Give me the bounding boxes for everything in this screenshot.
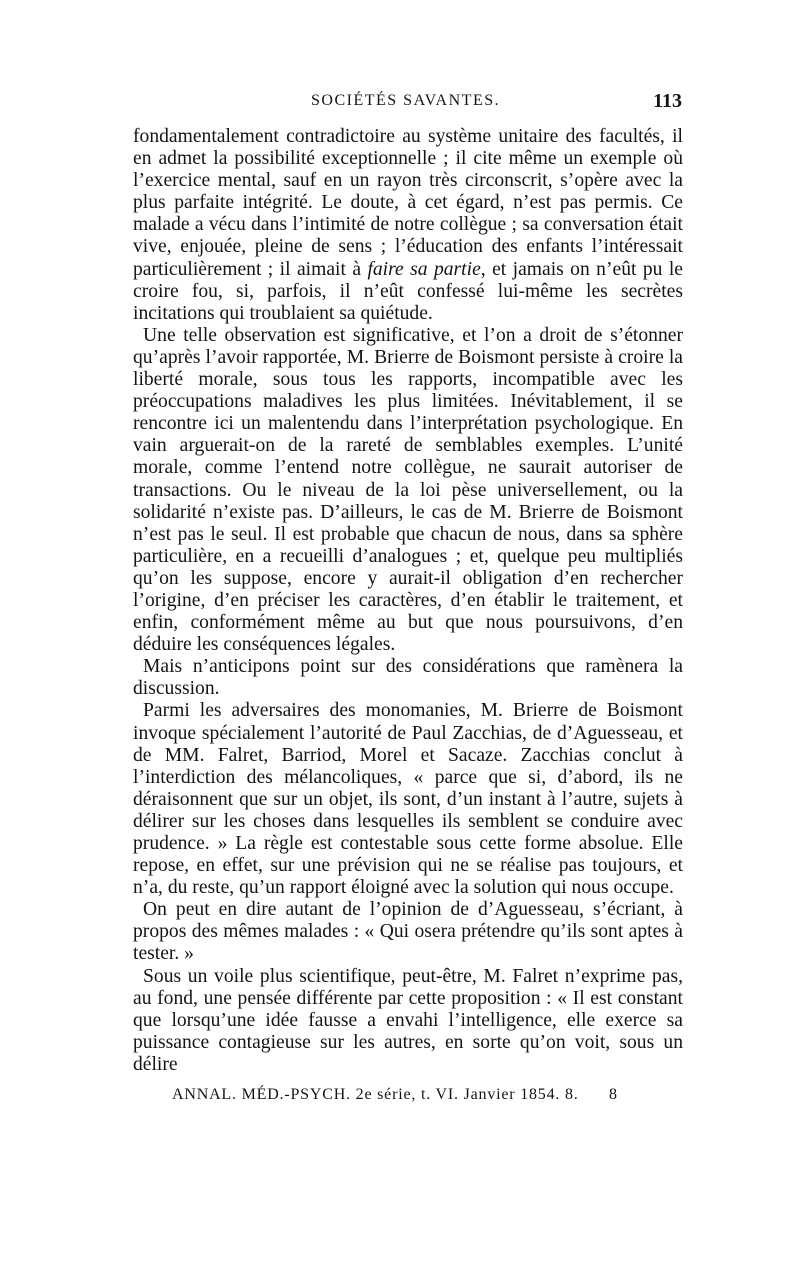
paragraph-1-text-end: , et jamais on n’eût pu le croire fou, si, parfois, il n’eût confessé lui-même les secrètes incitations qui troublaient sa quiétude. (133, 258, 683, 324)
body-text (133, 126, 683, 1076)
running-head (133, 92, 685, 118)
paragraph-1-text-start: fondamentalement contradictoire au système unitaire des facultés, il en admet la possibilité exceptionnelle ; il cite même un exemple où l’exercice mental, sauf en un rayon très circonscrit, s’opère avec la plus parfaite intégrité. Le doute, à cet égard, n’est pas permis. Ce malade a vécu dans l’intimité de notre collègue ; sa conversation était vive, enjouée, pleine de sens ; l’éducation des enfants l’intéressait particulièrement ; il aimait à (133, 126, 683, 280)
paragraph-6: Sous un voile plus scientifique, peut-être, M. Falret n’exprime pas, au fond, une pensée différente par cette proposition : « Il est constant que lorsqu’une idée fausse a envahi l’intelligence, elle exerce sa puissance contagieuse sur les autres, en sorte qu’on voit, sous un délire (133, 965, 683, 1075)
footer-citation: ANNAL. MÉD.-PSYCH. 2e série, t. VI. Janvier 1854. 8. (172, 1086, 579, 1103)
page-number: 113 (653, 90, 682, 112)
running-title: SOCIÉTÉS SAVANTES. (311, 92, 501, 109)
paragraph-1 (133, 126, 683, 325)
paragraph-4: Parmi les adversaires des monomanies, M. Brierre de Boismont invoque spécialement l’autorité de Paul Zacchias, de d’Aguesseau, et de MM. Falret, Barriod, Morel et Sacaze. Zacchias conclut à l’interdiction des mélancoliques, « parce que si, d’abord, ils ne déraisonnent que sur un objet, ils sont, d’un instant à l’autre, sujets à délirer sur les choses dans lesquelles ils semblent se conduire avec prudence. » La règle est contestable sous cette forme absolue. Elle repose, en effet, sur une prévision qui ne se réalise pas toujours, et n’a, du reste, qu’un rapport éloigné avec la solution qui nous occupe. (133, 700, 683, 899)
paragraph-2: Une telle observation est significative, et l’on a droit de s’étonner qu’après l’avoir rapportée, M. Brierre de Boismont persiste à croire la liberté morale, sous tous les rapports, incompatible avec les préoccupations maladives les plus limitées. Inévitablement, il se rencontre ici un malentendu dans l’interprétation psychologique. En vain arguerait-on de la rareté de semblables exemples. L’unité morale, comme l’entend notre collègue, ne saurait autoriser de transactions. Ou le niveau de la loi pèse universellement, ou la solidarité n’existe pas. D’ailleurs, le cas de M. Brierre de Boismont n’est pas le seul. Il est probable que chacun de nous, dans sa sphère particulière, en a recueilli d’analogues ; et, quelque peu multipliés qu’on les suppose, encore y aurait-il obligation d’en rechercher l’origine, d’en préciser les caractères, d’en établir le traitement, et enfin, conformément même au but que nous poursuivons, d’en déduire les conséquences légales. (133, 324, 683, 656)
italic-phrase: faire sa partie (367, 258, 481, 280)
paragraph-5: On peut en dire autant de l’opinion de d’Aguesseau, s’écriant, à propos des mêmes malades : « Qui osera prétendre qu’ils sont aptes à tester. » (133, 899, 683, 965)
signature-mark: 8 (609, 1086, 617, 1103)
page-footer (172, 1086, 642, 1110)
paragraph-3: Mais n’anticipons point sur des considérations que ramènera la discussion. (133, 656, 683, 700)
